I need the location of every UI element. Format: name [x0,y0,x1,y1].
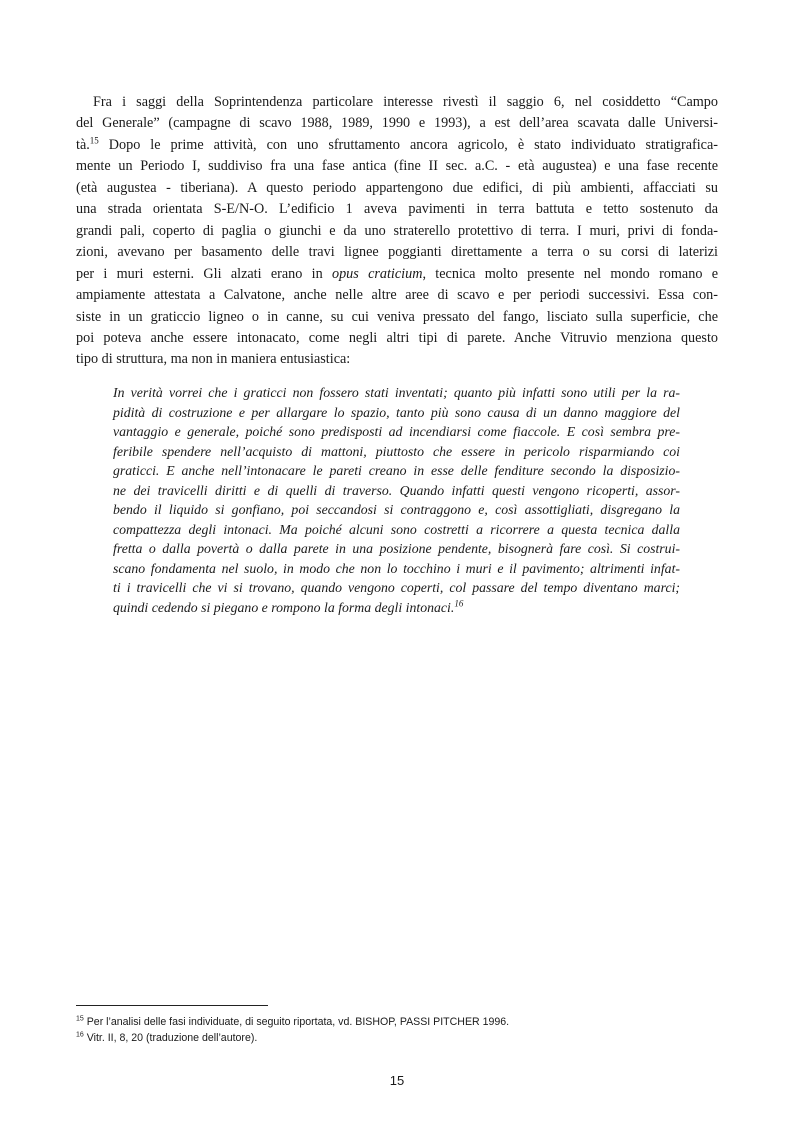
block-quote [113,383,680,618]
paragraph-line [76,135,718,156]
quote-line: graticci. E anche nell’intonacare le pareti creano in esse delle fenditure secondo la disposizio- [113,463,680,479]
paragraph-line-end: , tecnica molto presente nel mondo romano e [422,265,719,282]
italic-term: opus craticium [331,265,423,282]
quote-line: fretta o dalla povertà o dalla parete in una posizione pendente, bisognerà fare così. Si costrui- [113,541,680,557]
quote-line: ti i travicelli che vi si trovano, quando vengono coperti, col passare del tempo diventano marci; [113,580,680,596]
paragraph-line: mente un Periodo I, suddiviso fra una fase antica (fine II sec. a.C. - età augustea) e una fase recente [76,158,718,175]
footnote-text: Vitr. II, 8, 20 (traduzione dell’autore). [83,1032,258,1044]
paragraph-line: (età augustea - tiberiana). A questo periodo appartengono due edifici, di più ambienti, affacciati su [76,179,718,196]
paragraph-line: del Generale” (campagne di scavo 1988, 1989, 1990 e 1993), a est dell’area scavata dalle Universi- [76,115,718,132]
quote-line [113,598,680,618]
paragraph-line: tipo di struttura, ma non in maniera entusiastica: [76,351,351,368]
quote-line: ne dei travicelli diritti e di quelli di traverso. Quando infatti questi vengono ricoperti, assor- [113,482,680,498]
paragraph-line: zioni, avevano per basamento delle travi lignee poggianti direttamente a terra o su corsi di laterizi [76,244,718,261]
quote-line: compattezza degli intonaci. Ma poiché alcuni sono costretti a ricorrere a questa tecnica dalla [113,521,680,537]
footnotes [76,1014,716,1046]
quote-line-text: quindi cedendo si piegano e rompono la forma degli intonaci. [113,600,455,616]
quote-line: pidità di costruzione e per allargare lo spazio, tanto più sono causa di un danno maggiore del [113,404,680,420]
footnote-number: 16 [76,1031,84,1039]
footnote-ref: 15 [89,135,99,146]
paragraph-line-start: tà. [76,136,90,153]
paragraph-line-start: per i muri esterni. Gli alzati erano in [76,265,332,282]
footnote-ref: 16 [454,598,464,609]
quote-line: vantaggio e generale, poiché sono predisposti ad incendiarsi come fiaccole. E così sembra pre- [113,424,680,440]
paragraph-line: grandi pali, coperto di paglia o giunchi e da uno straterello protettivo di terra. I muri, privi di fonda- [76,222,718,239]
page-number: 15 [389,1073,405,1088]
footnote-number: 15 [76,1015,84,1023]
main-paragraph [76,92,718,371]
paragraph-line: siste in un graticcio ligneo o in canne, su cui veniva pressato del fango, lisciato sulla superficie, che [76,308,718,325]
paragraph-line [76,264,718,285]
paragraph-line-end: Dopo le prime attività, con uno sfruttamento ancora agricolo, è stato individuato stratigrafica- [98,136,718,153]
footnote-text: Per l’analisi delle fasi individuate, di seguito riportata, vd. BISHOP, PASSI PITCHER 1996. [83,1016,510,1028]
paragraph-line: poi poteva anche essere intonacato, come negli altri tipi di parete. Anche Vitruvio menziona questo [76,329,718,346]
footnote-16 [76,1030,716,1046]
quote-line: In verità vorrei che i graticci non fossero stati inventati; quanto più infatti sono utili per la ra- [113,385,680,400]
paragraph-line: ampiamente attestata a Calvatone, anche nelle altre aree di scavo e per periodi successivi. Essa con- [76,287,718,304]
paragraph-line: Fra i saggi della Soprintendenza particolare interesse rivestì il saggio 6, nel cosiddetto “Campo [93,94,718,110]
quote-line: feribile spendere nell’acquisto di mattoni, piuttosto che essere in pericolo risparmiando coi [113,443,680,459]
quote-line: scano fondamenta nel suolo, in modo che non lo tocchino i muri e il pavimento; altrimenti infat- [113,560,680,576]
footnote-separator [76,1005,268,1006]
footnote-15 [76,1014,716,1030]
paragraph-line: una strada orientata S-E/N-O. L’edificio 1 aveva pavimenti in terra battuta e tetto sostenuto da [76,201,718,218]
quote-line: bendo il liquido si gonfiano, poi seccandosi si contraggono e, così assottigliati, disgregano la [113,502,680,518]
